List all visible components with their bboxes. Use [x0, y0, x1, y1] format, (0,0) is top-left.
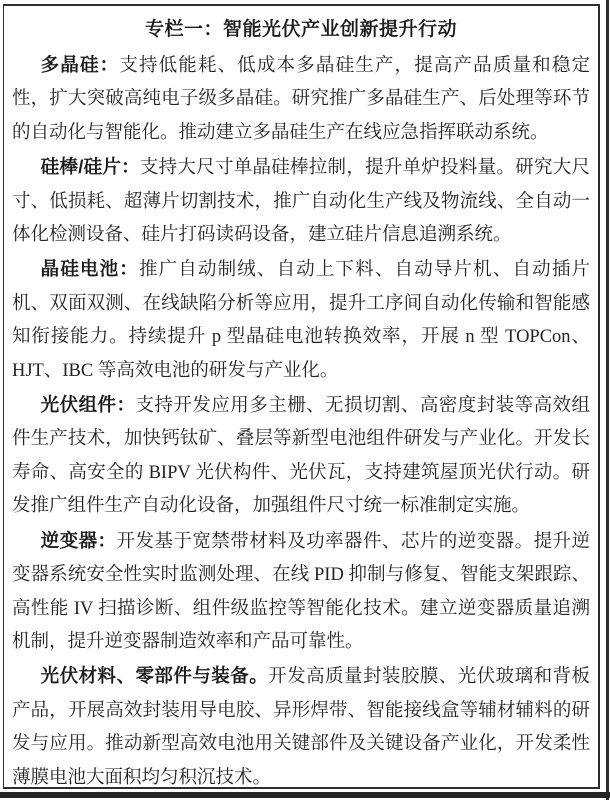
section-materials-equipment	[12, 659, 590, 795]
page-edge-bottom	[0, 792, 610, 798]
section-polysilicon	[12, 48, 590, 150]
section-label-materials-equipment: 光伏材料、零部件与装备。	[40, 665, 269, 687]
section-text-polysilicon: 支持低能耗、低成本多晶硅生产，提高产品质量和稳定性，扩大突破高纯电子级多晶硅。研究推广多晶硅生产、后处理等环节的自动化与智能化。推动建立多晶硅生产在线应急指挥联动系统。	[12, 56, 590, 143]
page-edge-right	[606, 0, 609, 800]
section-silicon-rod-wafer	[12, 150, 590, 252]
section-label-crystalline-cell: 晶硅电池：	[40, 258, 139, 280]
section-text-inverter: 开发基于宽禁带材料及功率器件、芯片的逆变器。提升逆变器系统安全性实时监测处理、在线 PID 抑制与修复、智能支架跟踪、高性能 IV 扫描诊断、组件级监控等智能化技术。建立逆变器质量追溯机制，提升逆变器制造效率和产品可靠性。	[12, 531, 590, 652]
section-label-inverter: 逆变器：	[40, 529, 117, 551]
section-text-materials-equipment: 开发高质量封装胶膜、光伏玻璃和背板产品，开展高效封装用导电胶、异形焊带、智能接线盒等辅材辅料的研发与应用。推动新型高效电池用关键部件及关键设备产业化，开发柔性薄膜电池大面积均匀积沉技术。	[12, 667, 590, 788]
section-inverter	[12, 524, 590, 660]
section-pv-module	[12, 388, 590, 524]
section-text-silicon-rod-wafer: 支持大尺寸单晶硅棒拉制，提升单炉投料量。研究大尺寸、低损耗、超薄片切割技术，推广自动化生产线及物流线、全自动一体化检测设备、硅片打码读码设备，建立硅片信息追溯系统。	[12, 158, 590, 246]
section-label-silicon-rod-wafer: 硅棒/硅片：	[40, 156, 140, 178]
section-label-polysilicon: 多晶硅：	[40, 54, 120, 75]
column-box	[3, 4, 600, 789]
section-crystalline-cell	[12, 252, 590, 388]
section-label-pv-module: 光伏组件：	[40, 394, 136, 416]
section-text-crystalline-cell: 推广自动制绒、自动上下料、自动导片机、自动插片机、双面双测、在线缺陷分析等应用，提升工序间自动化传输和智能感知衔接能力。持续提升 p 型晶硅电池转换效率，开展 n 型 TOPCon、HJT、IBC 等高效电池的研发与产业化。	[12, 260, 590, 381]
section-text-pv-module: 支持开发应用多主栅、无损切割、高密度封装等高效组件生产技术，加快钙钛矿、叠层等新型电池组件研发与产业化。开发长寿命、高安全的 BIPV 光伏构件、光伏瓦，支持建筑屋顶光伏行动。研发推广组件生产自动化设备，加强组件尺寸统一标准制定实施。	[12, 396, 590, 517]
box-title: 专栏一：智能光伏产业创新提升行动	[144, 19, 457, 40]
